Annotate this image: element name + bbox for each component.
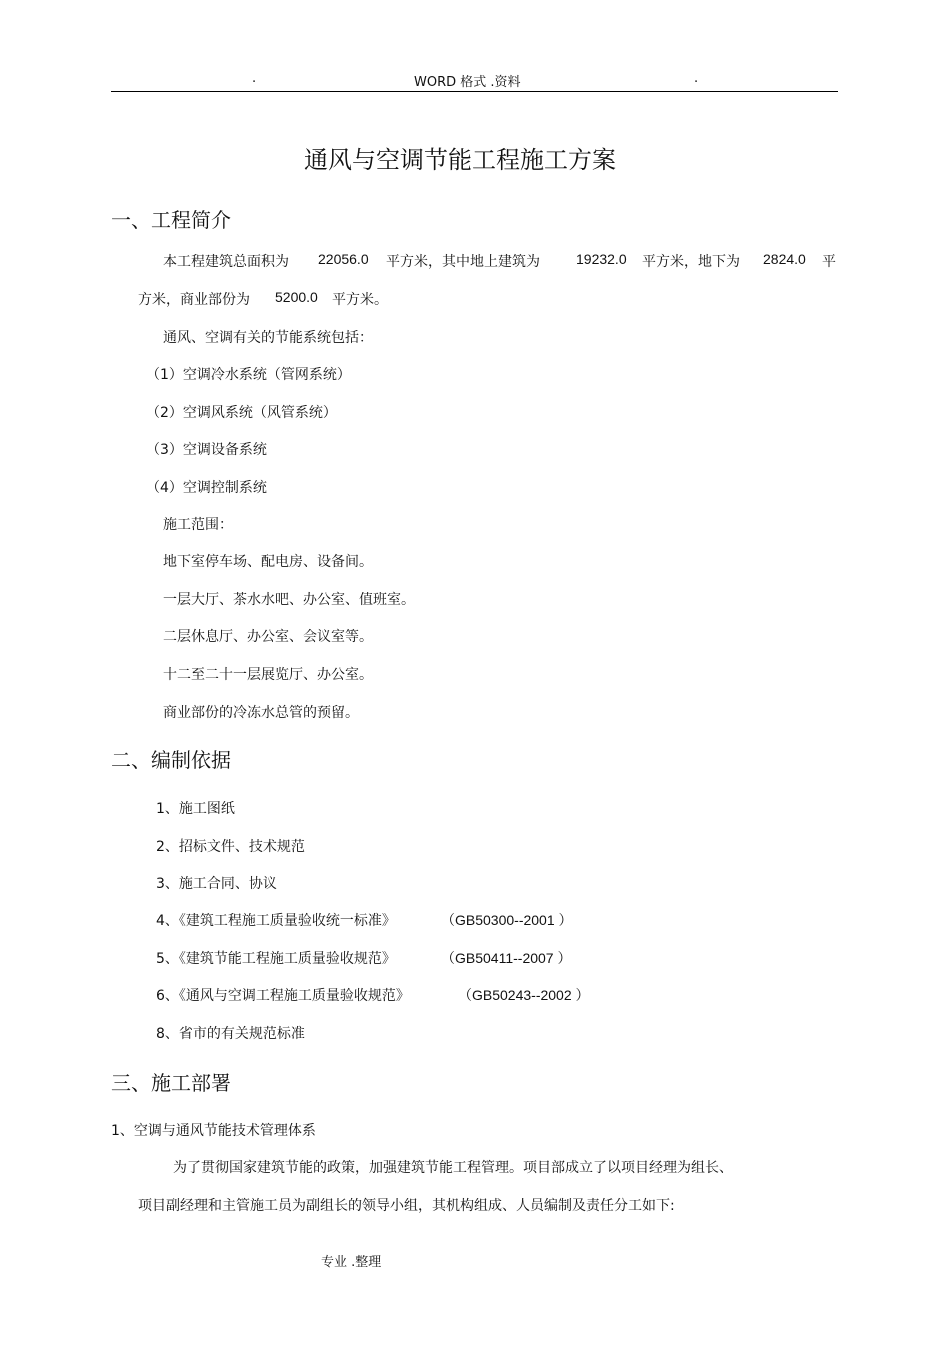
basis-item: 4、《建筑工程施工质量验收统一标准》 [156,913,396,929]
section-heading-2: 二、编制依据 [111,748,231,772]
paragraph-line: 为了贯彻国家建筑节能的政策，加强建筑节能工程管理。项目部成立了以项目经理为组长、 [173,1160,733,1176]
system-item: （2）空调风系统（风管系统） [146,405,337,421]
basis-item: 3、施工合同、协议 [156,876,277,892]
scope-item: 二层休息厅、办公室、会议室等。 [163,629,373,645]
basis-item: 2、招标文件、技术规范 [156,839,305,855]
underground-area-value: 2824.0 [763,251,806,267]
standard-code: （GB50300--2001 ） [441,912,573,928]
intro-text-a: 本工程建筑总面积为 [163,254,289,270]
intro-text-b: 平方米，其中地上建筑为 [386,254,540,270]
scope-item: 商业部份的冷冻水总管的预留。 [163,705,359,721]
standard-code: （GB50243--2002 ） [458,987,590,1003]
document-title: 通风与空调节能工程施工方案 [304,146,616,174]
intro-text-d: 平 [822,254,836,270]
section-heading-1: 一、工程简介 [111,208,231,232]
system-item: （4）空调控制系统 [146,480,267,496]
paragraph-line: 项目副经理和主管施工员为副组长的领导小组，其机构组成、人员编制及责任分工如下: [138,1198,675,1214]
intro-text-f: 平方米。 [332,292,388,308]
above-ground-area-value: 19232.0 [576,251,627,267]
footer-text: 专业 .整理 [321,1255,382,1270]
scope-item: 十二至二十一层展览厅、办公室。 [163,667,373,683]
scope-label: 施工范围： [163,517,233,533]
systems-intro: 通风、空调有关的节能系统包括： [163,330,373,346]
header-rule [111,91,838,92]
header-dot-right: . [694,71,699,86]
basis-item: 1、施工图纸 [156,801,235,817]
scope-item: 一层大厅、茶水水吧、办公室、值班室。 [163,592,415,608]
intro-text-e: 方米，商业部份为 [138,292,250,308]
scope-item: 地下室停车场、配电房、设备间。 [163,554,373,570]
standard-code: （GB50411--2007 ） [441,950,572,966]
intro-text-c: 平方米，地下为 [642,254,740,270]
commercial-area-value: 5200.0 [275,289,318,305]
basis-item: 8、省市的有关规范标准 [156,1026,305,1042]
header-dot-left: . [252,71,257,86]
total-area-value: 22056.0 [318,251,369,267]
basis-item: 6、《通风与空调工程施工质量验收规范》 [156,988,410,1004]
section-heading-3: 三、施工部署 [111,1071,231,1095]
system-item: （3）空调设备系统 [146,442,267,458]
basis-item: 5、《建筑节能工程施工质量验收规范》 [156,951,396,967]
system-item: （1）空调冷水系统（管网系统） [146,367,351,383]
subsection-heading: 1、空调与通风节能技术管理体系 [111,1123,316,1139]
header-text: WORD 格式 .资料 [414,75,521,90]
